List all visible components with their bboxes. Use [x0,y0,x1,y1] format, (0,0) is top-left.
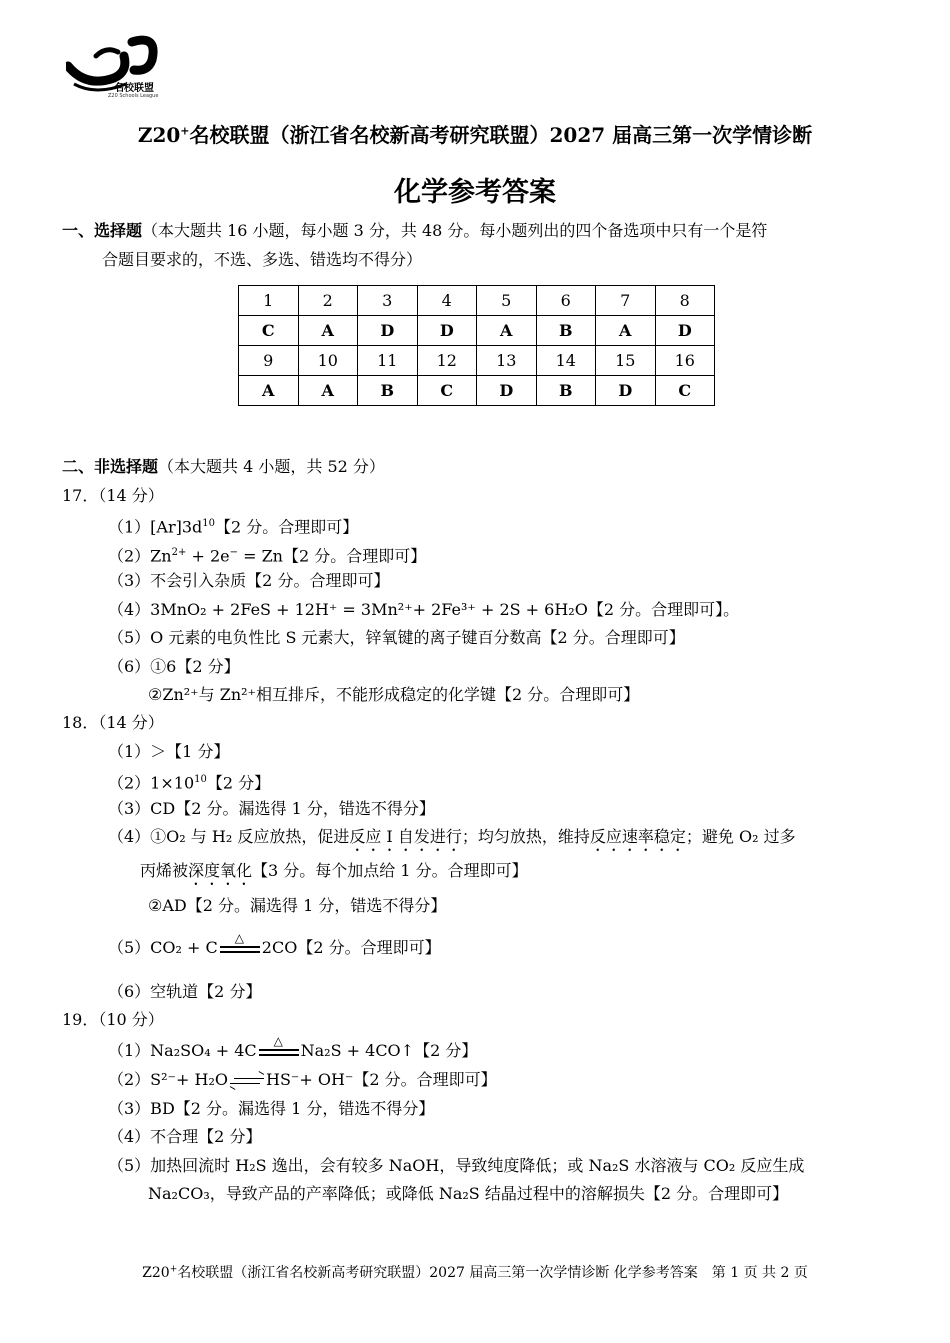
question-number-cell: 13 [477,346,537,376]
section1-heading: 一、选择题 [62,221,143,240]
question-number-cell: 10 [298,346,358,376]
choice-answer-table [238,285,715,406]
q18-part2: $(2)1\times 10^{10}$【2 分】 [108,773,271,793]
answer-cell: C [417,376,477,406]
answer-cell: B [536,376,596,406]
question-number-cell: 12 [417,346,477,376]
q17-part1: $(1)[Ar]3d^{10}$【2 分。合理即可】 [108,517,359,537]
answer-cell: A [298,376,358,406]
q18-part4-cont: 丙烯被深度氧化【3 分。每个加点给 1 分。合理即可】 [140,861,528,880]
q18-part6: （6）空轨道【2 分】 [108,982,262,1001]
q19-part3: （3）BD【2 分。漏选得 1 分，错选不得分】 [108,1099,435,1118]
section2-heading: 二、非选择题 [62,457,159,476]
answer-cell: A [477,316,537,346]
answer-cell: B [358,376,418,406]
question-number-cell: 16 [655,346,715,376]
q19-part2: （2）S²⁻+ H₂O HS⁻+ OH⁻【2 分。合理即可】 [108,1070,497,1089]
heat-reaction-arrow: △ [220,940,260,958]
table-row [239,286,715,316]
question-number-cell: 9 [239,346,299,376]
question-number-cell: 3 [358,286,418,316]
q18-part1: （1）＞【1 分】 [108,742,230,761]
answer-cell: A [239,376,299,406]
question-number-cell: 11 [358,346,418,376]
q18-part4: （4）①O₂ 与 H₂ 反应放热，促进反应 I 自发进行；均匀放热，维持反应速率稳定；避免 O₂ 过多 [108,827,796,846]
q17-part6: （6）①6【2 分】 [108,657,240,676]
question-number-cell: 1 [239,286,299,316]
section1-intro-cont: 合题目要求的，不选、多选、错选均不得分） [102,250,423,269]
q19-part1: （1）Na₂SO₄ + 4C △ Na₂S + 4CO↑【2 分】 [108,1033,478,1060]
q17-part4: （4）3MnO₂ + 2FeS + 12H⁺ = 3Mn²⁺+ 2Fe³⁺ + 2S + 6H₂O【2 分。合理即可】。 [108,600,740,619]
logo-subtitle: Z20 Schools League [108,93,159,99]
table-row [239,316,715,346]
answer-cell: A [596,316,656,346]
answer-cell: C [239,316,299,346]
logo-name: 名校联盟 [114,83,154,94]
document-title: 化学参考答案 [394,177,556,208]
q18-title: 18．（14 分） [62,713,164,732]
answer-cell: B [536,316,596,346]
answer-cell: D [358,316,418,346]
q17-part3: （3）不会引入杂质【2 分。合理即可】 [108,571,390,590]
q17-part6-2: ②Zn²⁺与 Zn²⁺相互排斥，不能形成稳定的化学键【2 分。合理即可】 [148,685,640,704]
section1-intro: 一、选择题（本大题共 16 小题，每小题 3 分，共 48 分。每小题列出的四个备选项中只有一个是符 [62,221,768,240]
answer-cell: C [655,376,715,406]
answer-cell: D [596,376,656,406]
exam-header-title: Z20+名校联盟（浙江省名校新高考研究联盟）2027 届高三第一次学情诊断 [137,123,813,147]
question-number-cell: 6 [536,286,596,316]
answer-cell: A [298,316,358,346]
q19-part5-cont: Na₂CO₃，导致产品的产率降低；或降低 Na₂S 结晶过程中的溶解损失【2 分。合理即可】 [148,1184,789,1203]
heat-reaction-arrow: △ [259,1043,299,1061]
question-number-cell: 4 [417,286,477,316]
question-number-cell: 2 [298,286,358,316]
q18-part5: （5）CO₂ + C △ 2CO【2 分。合理即可】 [108,930,441,957]
q19-part5: （5）加热回流时 H₂S 逸出，会有较多 NaOH，导致纯度降低；或 Na₂S 水溶液与 CO₂ 反应生成 [108,1156,805,1175]
question-number-cell: 5 [477,286,537,316]
q18-part4-2: ②AD【2 分。漏选得 1 分，错选不得分】 [148,896,447,915]
answer-cell: D [417,316,477,346]
q19-title: 19．（10 分） [62,1010,164,1029]
q17-part5: （5）O 元素的电负性比 S 元素大，锌氧键的离子键百分数高【2 分。合理即可】 [108,628,685,647]
q18-part3: （3）CD【2 分。漏选得 1 分，错选不得分】 [108,799,435,818]
answer-cell: D [477,376,537,406]
question-number-cell: 14 [536,346,596,376]
q17-title: 17．（14 分） [62,486,164,505]
question-number-cell: 8 [655,286,715,316]
page-footer: Z20+名校联盟（浙江省名校新高考研究联盟）2027 届高三第一次学情诊断 化学参考答案 第 1 页 共 2 页 [142,1264,808,1281]
question-number-cell: 15 [596,346,656,376]
table-row [239,346,715,376]
answer-cell: D [655,316,715,346]
question-number-cell: 7 [596,286,656,316]
section2-intro: 二、非选择题（本大题共 4 小题，共 52 分） [62,457,385,476]
q19-part4: （4）不合理【2 分】 [108,1127,262,1146]
table-row [239,376,715,406]
q17-part2: $(2)Zn^{2+} + 2e^- = Zn$【2 分。合理即可】 [108,546,427,566]
equilibrium-arrow [230,1074,264,1088]
